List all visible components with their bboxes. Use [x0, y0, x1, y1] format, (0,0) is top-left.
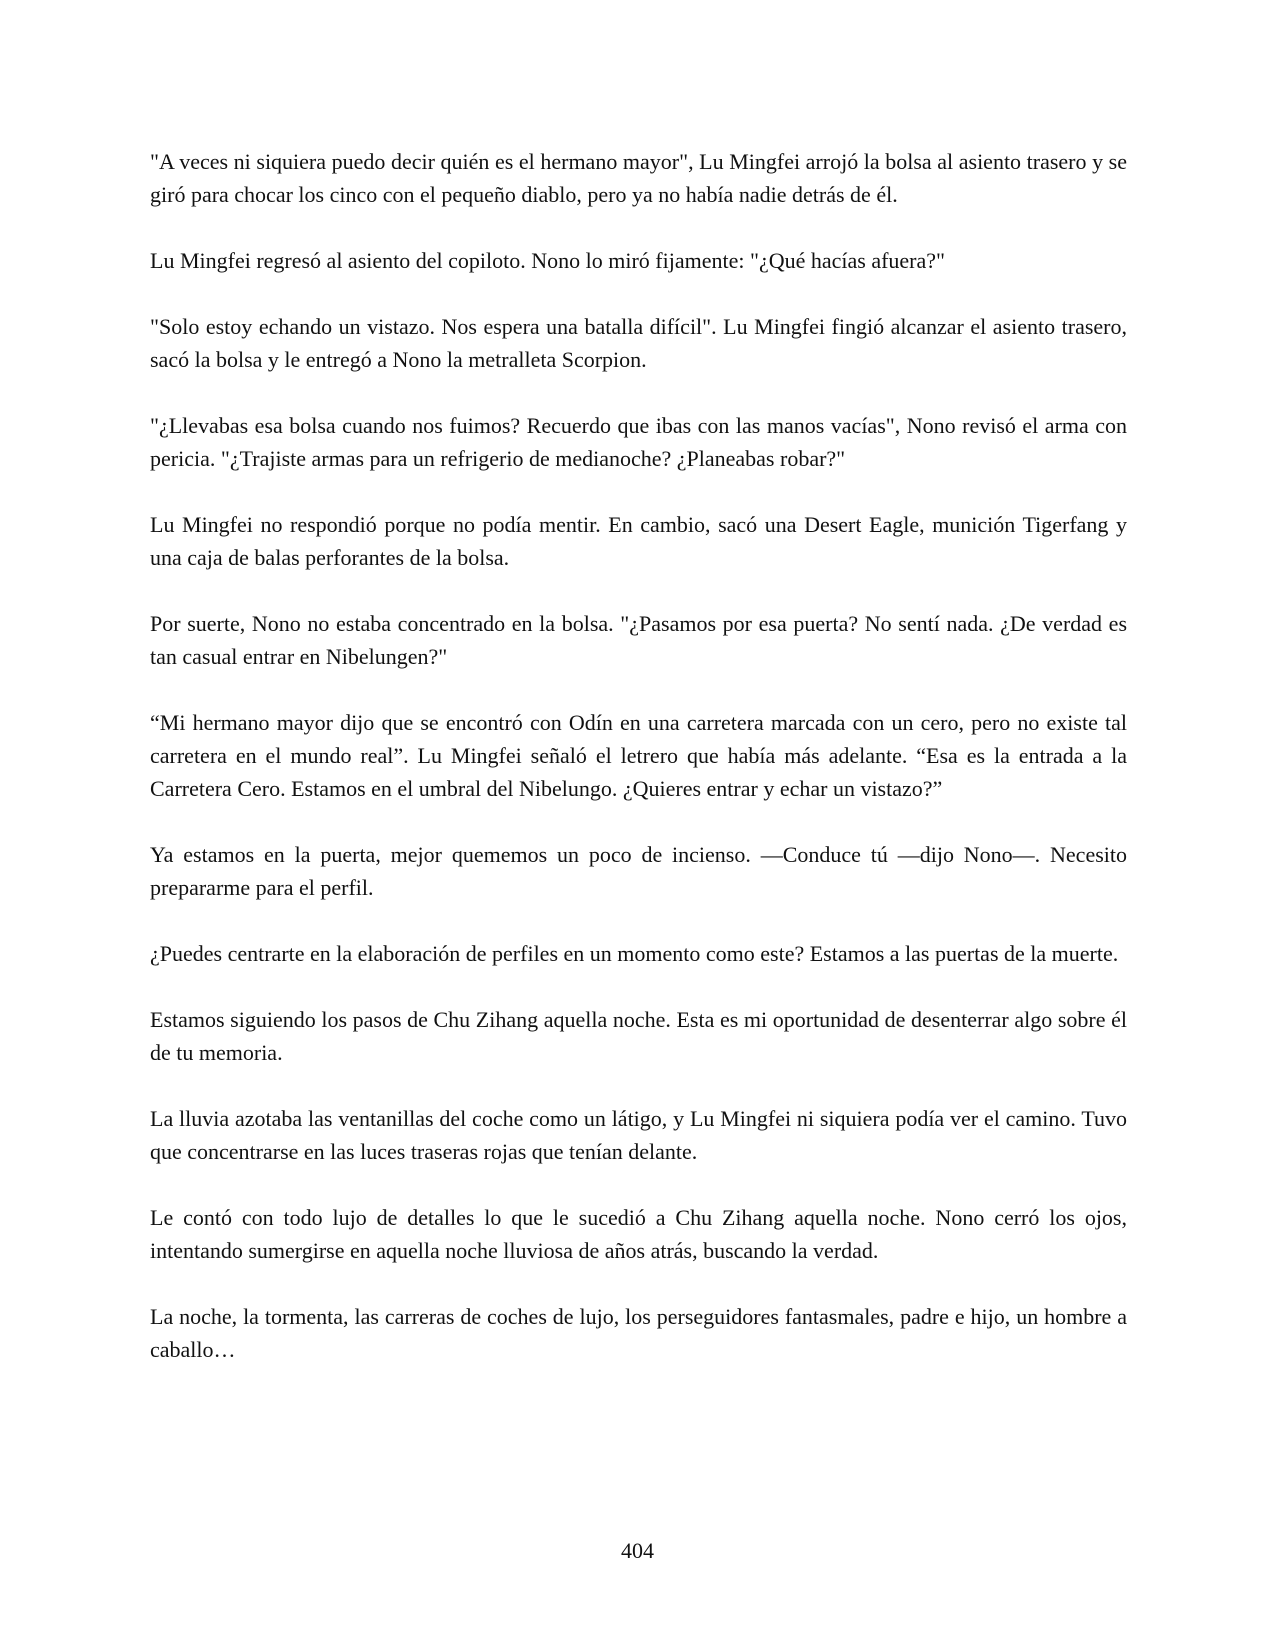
body-text: [150, 145, 1127, 1399]
paragraph: "A veces ni siquiera puedo decir quién es el hermano mayor", Lu Mingfei arrojó la bolsa al asiento trasero y se giró para chocar los cinco con el pequeño diablo, pero ya no había nadie detrás de él.: [150, 149, 1127, 207]
paragraph: Le contó con todo lujo de detalles lo que le sucedió a Chu Zihang aquella noche. Nono cerró los ojos, intentando sumergirse en aquella noche lluviosa de años atrás, buscando la verdad.: [150, 1205, 1127, 1263]
paragraph: La lluvia azotaba las ventanillas del coche como un látigo, y Lu Mingfei ni siquiera podía ver el camino. Tuvo que concentrarse en las luces traseras rojas que tenían delante.: [150, 1106, 1127, 1164]
page-number: 404: [621, 1538, 654, 1563]
paragraph: “Mi hermano mayor dijo que se encontró con Odín en una carretera marcada con un cero, pero no existe tal carretera en el mundo real”. Lu Mingfei señaló el letrero que había más adelante. “Esa es la entrada a la Carretera Cero. Estamos en el umbral del Nibelungo. ¿Quieres entrar y echar un vistazo?”: [150, 710, 1127, 801]
paragraph: "¿Llevabas esa bolsa cuando nos fuimos? Recuerdo que ibas con las manos vacías", Nono revisó el arma con pericia. "¿Trajiste armas para un refrigerio de medianoche? ¿Planeabas robar?": [150, 413, 1127, 471]
paragraph: ¿Puedes centrarte en la elaboración de perfiles en un momento como este? Estamos a las puertas de la muerte.: [150, 941, 1119, 966]
paragraph: Lu Mingfei no respondió porque no podía mentir. En cambio, sacó una Desert Eagle, munición Tigerfang y una caja de balas perforantes de la bolsa.: [150, 512, 1127, 570]
paragraph: Ya estamos en la puerta, mejor quememos un poco de incienso. —Conduce tú —dijo Nono—. Necesito prepararme para el perfil.: [150, 842, 1127, 900]
paragraph: Por suerte, Nono no estaba concentrado en la bolsa. "¿Pasamos por esa puerta? No sentí nada. ¿De verdad es tan casual entrar en Nibelungen?": [150, 611, 1127, 669]
paragraph: Lu Mingfei regresó al asiento del copiloto. Nono lo miró fijamente: "¿Qué hacías afuera?": [150, 248, 946, 273]
paragraph: "Solo estoy echando un vistazo. Nos espera una batalla difícil". Lu Mingfei fingió alcanzar el asiento trasero, sacó la bolsa y le entregó a Nono la metralleta Scorpion.: [150, 314, 1127, 372]
paragraph: La noche, la tormenta, las carreras de coches de lujo, los perseguidores fantasmales, padre e hijo, un hombre a caballo…: [150, 1304, 1127, 1362]
paragraph: Estamos siguiendo los pasos de Chu Zihang aquella noche. Esta es mi oportunidad de desenterrar algo sobre él de tu memoria.: [150, 1007, 1127, 1065]
